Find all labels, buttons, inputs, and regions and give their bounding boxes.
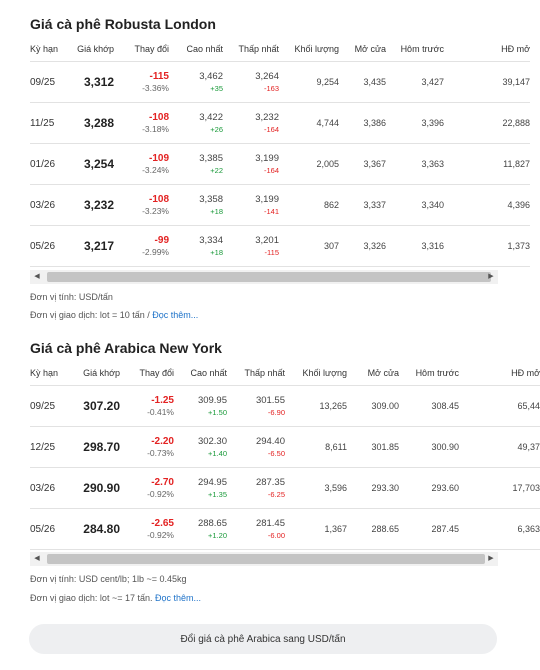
robusta-horizontal-scrollbar[interactable] — [30, 270, 498, 284]
price-cell: 3,312 — [83, 75, 114, 89]
change-value: -2.65 — [151, 517, 174, 529]
table-header-row — [30, 360, 540, 386]
price-cell: 3,232 — [83, 198, 114, 212]
high-change: +1.40 — [208, 448, 227, 458]
open-cell: 288.65 — [371, 524, 399, 534]
high-change: +18 — [210, 206, 223, 216]
prev-cell: 300.90 — [431, 442, 459, 452]
change-percent: -0.41% — [147, 406, 174, 417]
table-row — [30, 226, 530, 267]
low-change: -6.00 — [267, 530, 285, 540]
high-cell — [174, 427, 227, 468]
open-interest-cell: 22,888 — [502, 118, 530, 128]
high-cell — [174, 509, 227, 550]
low-value: 287.35 — [255, 476, 285, 488]
arabica-price-table — [30, 360, 540, 550]
col-header-high: Cao nhất — [190, 367, 227, 378]
price-cell: 298.70 — [83, 440, 120, 454]
high-change: +18 — [210, 247, 223, 257]
volume-cell: 8,611 — [325, 442, 347, 452]
term-cell: 11/25 — [30, 117, 55, 129]
high-value: 3,334 — [199, 234, 223, 246]
col-header-price: Giá khớp — [83, 367, 120, 378]
col-header-prev: Hôm trước — [400, 43, 444, 54]
high-cell — [169, 144, 223, 185]
col-header-low: Thấp nhất — [244, 367, 285, 378]
change-percent: -0.73% — [147, 447, 174, 458]
low-value: 3,199 — [255, 152, 279, 164]
arabica-lot-text: Đơn vị giao dịch: lot ~= 17 tấn. — [30, 593, 153, 603]
open-interest-cell: 4,396 — [507, 200, 530, 210]
arabica-horizontal-scrollbar[interactable] — [30, 552, 498, 566]
table-row — [30, 509, 540, 550]
low-value: 3,264 — [255, 70, 279, 82]
high-value: 309.95 — [197, 394, 227, 406]
col-header-volume: Khối lượng — [302, 367, 347, 378]
open-interest-cell: 11,827 — [503, 159, 530, 169]
change-value: -99 — [154, 234, 169, 246]
open-interest-cell: 17,703 — [512, 483, 540, 493]
price-cell: 3,217 — [83, 239, 114, 253]
change-percent: -3.18% — [142, 123, 169, 134]
col-header-high: Cao nhất — [186, 43, 223, 54]
low-cell — [223, 62, 279, 103]
change-percent: -3.36% — [142, 82, 169, 93]
robusta-read-more-link[interactable]: Đọc thêm... — [152, 310, 199, 320]
term-cell: 12/25 — [30, 441, 56, 453]
open-interest-cell: 1,373 — [507, 241, 530, 251]
low-value: 281.45 — [255, 517, 285, 529]
open-cell: 293.30 — [371, 483, 399, 493]
high-change: +1.20 — [208, 530, 227, 540]
col-header-term: Kỳ hạn — [30, 43, 59, 54]
high-change: +26 — [210, 124, 223, 134]
arabica-read-more-link[interactable]: Đọc thêm... — [155, 593, 202, 603]
change-value: -2.20 — [151, 435, 174, 447]
low-change: -6.25 — [267, 489, 285, 499]
low-change: -164 — [263, 124, 279, 134]
col-header-change: Thay đổi — [134, 43, 169, 54]
change-cell — [116, 103, 169, 144]
prev-cell: 308.45 — [431, 401, 459, 411]
change-percent: -0.92% — [147, 488, 174, 499]
term-cell: 05/26 — [30, 240, 56, 252]
scroll-right-arrow-icon[interactable]: ▶ — [488, 273, 494, 280]
change-cell — [122, 509, 174, 550]
volume-cell: 3,596 — [324, 483, 347, 493]
table-row — [30, 468, 540, 509]
change-value: -108 — [148, 193, 169, 205]
open-interest-cell: 6,363 — [517, 524, 540, 534]
term-cell: 09/25 — [30, 400, 56, 412]
term-cell: 01/26 — [30, 158, 56, 170]
scroll-thumb[interactable] — [47, 272, 491, 282]
high-cell — [169, 62, 223, 103]
low-value: 3,201 — [255, 234, 279, 246]
change-percent: -2.99% — [142, 246, 169, 257]
arabica-unit-note: Đơn vị tính: USD cent/lb; 1lb ~= 0.45kg — [30, 574, 187, 584]
col-header-term: Kỳ hạn — [30, 367, 59, 378]
table-row — [30, 185, 530, 226]
volume-cell: 9,254 — [316, 77, 339, 87]
convert-arabica-usd-ton-button[interactable]: Đổi giá cà phê Arabica sang USD/tấn — [29, 624, 497, 654]
low-value: 301.55 — [255, 394, 285, 406]
term-cell: 05/26 — [30, 523, 56, 535]
open-cell: 301.85 — [371, 442, 399, 452]
price-cell: 290.90 — [83, 481, 120, 495]
change-value: -1.25 — [151, 394, 174, 406]
change-cell — [116, 144, 169, 185]
volume-cell: 2,005 — [316, 159, 339, 169]
high-change: +22 — [210, 165, 223, 175]
prev-cell: 287.45 — [431, 524, 459, 534]
price-cell: 3,254 — [83, 157, 114, 171]
open-cell: 309.00 — [371, 401, 399, 411]
high-cell — [169, 103, 223, 144]
scroll-right-arrow-icon[interactable]: ▶ — [488, 555, 494, 562]
change-cell — [122, 427, 174, 468]
open-cell: 3,367 — [363, 159, 386, 169]
scroll-left-arrow-icon[interactable]: ◀ — [34, 555, 40, 562]
high-value: 3,385 — [199, 152, 223, 164]
high-cell — [169, 226, 223, 267]
open-cell: 3,435 — [363, 77, 386, 87]
volume-cell: 1,367 — [324, 524, 347, 534]
low-cell — [227, 386, 285, 427]
low-change: -6.50 — [267, 448, 285, 458]
prev-cell: 3,340 — [421, 200, 444, 210]
change-cell — [116, 62, 169, 103]
high-value: 288.65 — [197, 517, 227, 529]
prev-cell: 3,427 — [421, 77, 444, 87]
arabica-table-body — [30, 386, 540, 550]
change-cell — [116, 226, 169, 267]
change-cell — [122, 386, 174, 427]
prev-cell: 3,396 — [421, 118, 444, 128]
robusta-unit-note: Đơn vị tính: USD/tấn — [30, 292, 113, 302]
low-change: -164 — [263, 165, 279, 175]
high-value: 302.30 — [197, 435, 227, 447]
price-cell: 307.20 — [83, 399, 120, 413]
arabica-section-title: Giá cà phê Arabica New York — [30, 340, 222, 356]
volume-cell: 4,744 — [316, 118, 339, 128]
low-cell — [223, 226, 279, 267]
change-value: -115 — [149, 70, 169, 82]
col-header-open: Mở cửa — [367, 367, 399, 378]
low-cell — [223, 185, 279, 226]
change-value: -108 — [148, 111, 169, 123]
open-interest-cell: 39,147 — [502, 77, 530, 87]
col-header-open-interest: HĐ mở — [501, 43, 530, 54]
low-cell — [227, 509, 285, 550]
change-percent: -0.92% — [147, 529, 174, 540]
high-value: 3,462 — [199, 70, 223, 82]
low-value: 3,199 — [255, 193, 279, 205]
term-cell: 03/26 — [30, 199, 56, 211]
high-change: +1.50 — [208, 407, 227, 417]
high-change: +1.35 — [208, 489, 227, 499]
robusta-table-body — [30, 62, 530, 267]
open-interest-cell: 49,37 — [517, 442, 540, 452]
prev-cell: 293.60 — [431, 483, 459, 493]
low-cell — [227, 427, 285, 468]
robusta-section-title: Giá cà phê Robusta London — [30, 16, 216, 32]
low-value: 294.40 — [255, 435, 285, 447]
robusta-table-container — [30, 36, 530, 267]
low-change: -6.90 — [267, 407, 285, 417]
change-percent: -3.24% — [142, 164, 169, 175]
low-change: -141 — [263, 206, 279, 216]
low-change: -115 — [264, 247, 279, 257]
table-row — [30, 386, 540, 427]
high-cell — [174, 468, 227, 509]
table-row — [30, 427, 540, 468]
volume-cell: 13,265 — [319, 401, 347, 411]
high-value: 3,422 — [199, 111, 223, 123]
arabica-table-container — [30, 360, 540, 550]
col-header-prev: Hôm trước — [415, 367, 459, 378]
col-header-low: Thấp nhất — [238, 43, 279, 54]
table-row — [30, 144, 530, 185]
price-cell: 284.80 — [83, 522, 120, 536]
col-header-change: Thay đổi — [139, 367, 174, 378]
low-cell — [223, 103, 279, 144]
volume-cell: 862 — [323, 200, 339, 210]
table-row — [30, 103, 530, 144]
term-cell: 03/26 — [30, 482, 56, 494]
volume-cell: 307 — [323, 241, 339, 251]
low-value: 3,232 — [255, 111, 279, 123]
arabica-lot-note — [30, 593, 201, 603]
col-header-open-interest: HĐ mở — [511, 367, 540, 378]
col-header-price: Giá khớp — [77, 43, 114, 54]
change-cell — [122, 468, 174, 509]
high-value: 294.95 — [197, 476, 227, 488]
prev-cell: 3,363 — [421, 159, 444, 169]
open-cell: 3,337 — [363, 200, 386, 210]
open-cell: 3,326 — [363, 241, 386, 251]
high-value: 3,358 — [199, 193, 223, 205]
col-header-volume: Khối lượng — [294, 43, 339, 54]
change-percent: -3.23% — [142, 205, 169, 216]
scroll-left-arrow-icon[interactable]: ◀ — [34, 273, 40, 280]
high-cell — [174, 386, 227, 427]
open-interest-cell: 65,44 — [517, 401, 540, 411]
low-cell — [223, 144, 279, 185]
robusta-lot-text: Đơn vị giao dịch: lot = 10 tấn / — [30, 310, 150, 320]
low-change: -163 — [263, 83, 279, 93]
price-cell: 3,288 — [83, 116, 114, 130]
prev-cell: 3,316 — [421, 241, 444, 251]
scroll-thumb[interactable] — [47, 554, 485, 564]
open-cell: 3,386 — [363, 118, 386, 128]
term-cell: 09/25 — [30, 76, 56, 88]
high-change: +35 — [210, 83, 223, 93]
robusta-price-table — [30, 36, 530, 267]
table-row — [30, 62, 530, 103]
table-header-row — [30, 36, 530, 62]
robusta-lot-note — [30, 310, 198, 320]
change-cell — [116, 185, 169, 226]
change-value: -109 — [148, 152, 169, 164]
change-value: -2.70 — [151, 476, 174, 488]
low-cell — [227, 468, 285, 509]
col-header-open: Mở cửa — [354, 43, 386, 54]
high-cell — [169, 185, 223, 226]
